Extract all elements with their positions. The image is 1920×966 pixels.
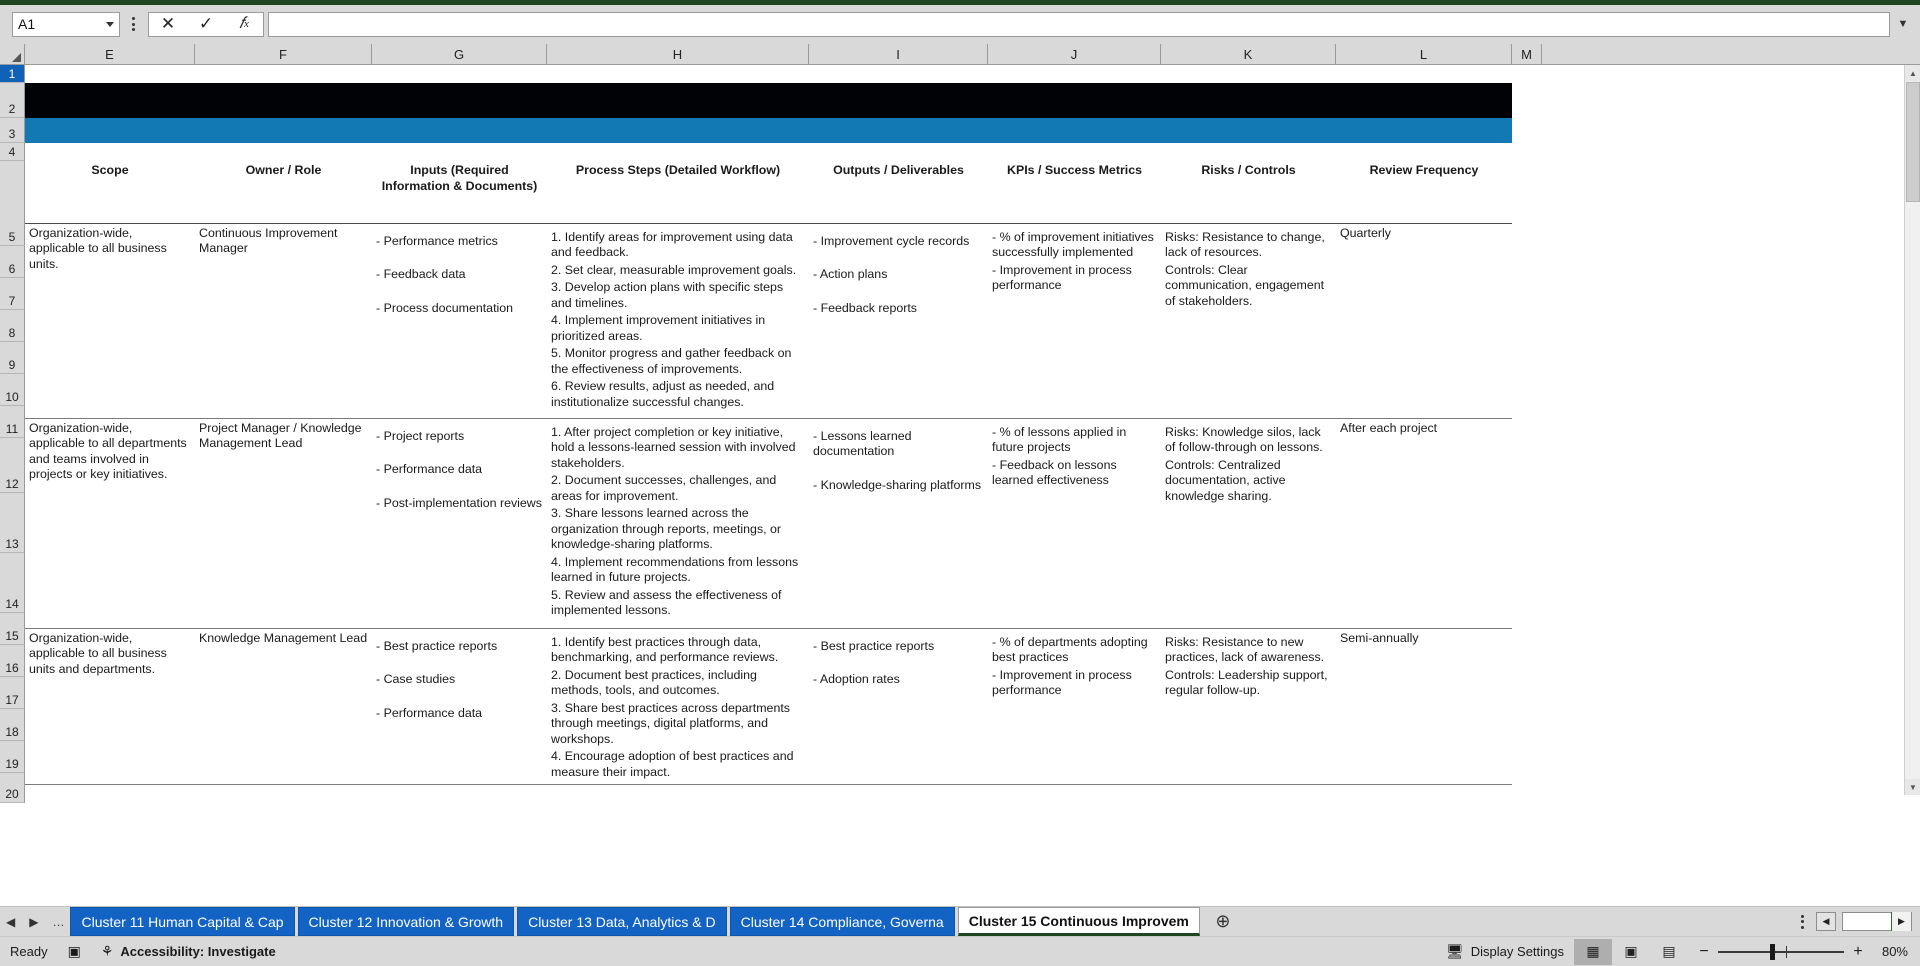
- cell-process_steps[interactable]: [547, 628, 809, 785]
- cell-inputs-item: - Feedback data: [376, 267, 466, 281]
- table-row: [25, 223, 1512, 418]
- table-row: [25, 418, 1512, 628]
- sheet-tab-2[interactable]: Cluster 12 Innovation & Growth: [298, 907, 515, 936]
- zoom-slider[interactable]: [1688, 943, 1874, 961]
- cell-kpis[interactable]: [988, 223, 1161, 418]
- cell-risks-item: Controls: Leadership support, regular follow-up.: [1165, 667, 1328, 697]
- cell-owner[interactable]: Project Manager / Knowledge Management Lead: [195, 418, 372, 628]
- cells-area[interactable]: [25, 65, 1904, 795]
- row-header-1[interactable]: 1: [0, 65, 25, 83]
- row-header-20[interactable]: 20: [0, 773, 25, 803]
- cell-owner[interactable]: Knowledge Management Lead: [195, 628, 372, 785]
- row-header-9[interactable]: 9: [0, 342, 25, 374]
- cell-process_steps-item: 2. Document successes, challenges, and areas for improvement.: [551, 473, 777, 503]
- cell-kpis[interactable]: [988, 418, 1161, 628]
- title-banner-blue: [25, 118, 1512, 143]
- cell-scope[interactable]: Organization-wide, applicable to all departments and teams involved in projects or key initiatives.: [25, 418, 195, 628]
- cell-outputs-item: - Feedback reports: [813, 300, 917, 315]
- minus-icon[interactable]: −: [1699, 942, 1709, 960]
- fx-function-icon[interactable]: 𝑓 x: [239, 15, 249, 32]
- cell-review-frequency[interactable]: After each project: [1336, 418, 1512, 628]
- display-settings-button[interactable]: [1436, 943, 1574, 960]
- title-banner-black: [25, 83, 1512, 118]
- row-header-column: [0, 65, 25, 803]
- row-header-13[interactable]: 13: [0, 493, 25, 553]
- tab-bar-right-controls: [1795, 907, 1920, 936]
- cell-scope[interactable]: Organization-wide, applicable to all business units and departments.: [25, 628, 195, 785]
- cell-inputs-item: - Performance data: [376, 705, 483, 720]
- record-macro-icon: ▣: [67, 943, 81, 959]
- cell-outputs-item: - Knowledge-sharing platforms: [813, 477, 982, 492]
- column-header-K[interactable]: K: [1161, 44, 1336, 64]
- column-header-I[interactable]: I: [809, 44, 988, 64]
- cell-inputs-item: - Post-implementation reviews: [376, 495, 542, 510]
- cancel-x-icon[interactable]: ✕: [160, 14, 176, 33]
- cell-inputs[interactable]: [372, 418, 547, 628]
- cell-risks-item: Controls: Clear communication, engagement of stakeholders.: [1165, 262, 1325, 308]
- cell-outputs[interactable]: [809, 418, 988, 628]
- zoom-track[interactable]: [1718, 951, 1844, 953]
- cell-review-frequency[interactable]: Semi-annually: [1336, 628, 1512, 785]
- accessibility-icon: ⚘: [100, 943, 114, 959]
- sheet-tab-5[interactable]: Cluster 15 Continuous Improvem: [958, 907, 1200, 936]
- row-header-10[interactable]: 10: [0, 374, 25, 406]
- column-header-J[interactable]: J: [988, 44, 1161, 64]
- triangle-left-icon[interactable]: ◀: [6, 914, 16, 929]
- ellipsis-icon[interactable]: …: [52, 914, 65, 929]
- cell-process_steps-item: 2. Set clear, measurable improvement goals.: [551, 262, 797, 277]
- zoom-level-label[interactable]: 80%: [1881, 944, 1908, 959]
- chevron-down-icon[interactable]: ▼: [1897, 18, 1909, 30]
- cell-inputs-item: - Performance metrics: [376, 233, 498, 248]
- sheet-tab-4[interactable]: Cluster 14 Compliance, Governa: [730, 907, 955, 936]
- row-header-11[interactable]: 11: [0, 406, 25, 438]
- process-table: [25, 161, 1512, 785]
- formula-input[interactable]: [268, 12, 1890, 37]
- header-outputs: Outputs / Deliverables: [809, 161, 988, 223]
- row-header-5[interactable]: 5: [0, 161, 25, 246]
- column-header-E[interactable]: E: [25, 44, 195, 64]
- cell-process_steps-item: 3. Share best practices across departments through meetings, digital platforms, and workshops.: [551, 700, 790, 746]
- cell-inputs-item: - Best practice reports: [376, 638, 498, 653]
- plus-icon[interactable]: +: [1853, 942, 1863, 960]
- cell-process_steps-item: 2. Document best practices, including methods, tools, and outcomes.: [551, 667, 757, 697]
- cell-process_steps[interactable]: [547, 223, 809, 418]
- row-header-3[interactable]: 3: [0, 118, 25, 143]
- cell-outputs-item: - Adoption rates: [813, 672, 900, 686]
- record-macro-button[interactable]: [58, 943, 91, 960]
- column-header-row: [0, 44, 1920, 65]
- sheet-tab-bar: [0, 906, 1920, 936]
- cell-kpis-item: - % of lessons applied in future projects: [992, 424, 1127, 454]
- cell-risks[interactable]: [1161, 223, 1336, 418]
- table-row: [25, 628, 1512, 785]
- row-header-12[interactable]: 12: [0, 438, 25, 493]
- cell-outputs[interactable]: [809, 223, 988, 418]
- cell-outputs-item: - Improvement cycle records: [813, 233, 970, 248]
- page-layout-icon: ▣: [1624, 943, 1638, 959]
- formula-action-group: [148, 12, 264, 37]
- sheet-body: [0, 65, 1920, 803]
- row-header-16[interactable]: 16: [0, 645, 25, 677]
- chevron-down-icon[interactable]: [106, 22, 114, 27]
- scroll-up-icon[interactable]: ▲: [1905, 65, 1920, 81]
- cell-kpis-item: - Improvement in process performance: [992, 262, 1132, 292]
- header-inputs: Inputs (Required Information & Documents): [372, 161, 547, 223]
- table-body: [25, 223, 1512, 785]
- cell-risks-item: Controls: Centralized documentation, active knowledge sharing.: [1165, 457, 1286, 503]
- formula-bar: [0, 5, 1920, 44]
- hscroll-right-button[interactable]: ▶: [1891, 912, 1911, 931]
- cell-risks-item: Risks: Knowledge silos, lack of follow-through on lessons.: [1165, 424, 1323, 454]
- cell-risks[interactable]: [1161, 628, 1336, 785]
- cell-inputs-item: - Case studies: [376, 672, 456, 686]
- hscroll-left-button[interactable]: ◀: [1816, 912, 1836, 931]
- row-header-14[interactable]: 14: [0, 553, 25, 613]
- vertical-scroll-thumb[interactable]: [1906, 82, 1920, 202]
- zoom-thumb[interactable]: [1770, 944, 1775, 960]
- cell-process_steps[interactable]: [547, 418, 809, 628]
- cell-outputs-item: - Lessons learned documentation: [813, 428, 912, 458]
- row-header-6[interactable]: 6: [0, 246, 25, 278]
- select-all-triangle-icon: [12, 53, 21, 62]
- row-header-17[interactable]: 17: [0, 677, 25, 709]
- cell-outputs-item: - Best practice reports: [813, 638, 935, 653]
- cell-kpis[interactable]: [988, 628, 1161, 785]
- scroll-down-icon[interactable]: ▼: [1905, 779, 1920, 795]
- header-review-frequency: Review Frequency: [1336, 161, 1512, 223]
- column-header-H[interactable]: H: [547, 44, 809, 64]
- row-header-8[interactable]: 8: [0, 310, 25, 342]
- cell-outputs[interactable]: [809, 628, 988, 785]
- kebab-menu-icon[interactable]: [120, 12, 146, 37]
- sheet-tab-1[interactable]: Cluster 11 Human Capital & Cap: [70, 907, 294, 936]
- row-header-15[interactable]: 15: [0, 613, 25, 645]
- page-break-icon: ▤: [1662, 943, 1676, 959]
- cell-process_steps-item: 1. After project completion or key initiative, hold a lessons-learned session with involved stakeholders.: [551, 424, 796, 470]
- column-header-F[interactable]: F: [195, 44, 372, 64]
- cell-kpis-item: - Improvement in process performance: [992, 667, 1132, 697]
- column-header-L[interactable]: L: [1336, 44, 1512, 64]
- status-state: [0, 944, 58, 959]
- cell-risks-item: Risks: Resistance to change, lack of resources.: [1165, 229, 1325, 259]
- select-all-corner[interactable]: [0, 44, 25, 64]
- cell-process_steps-item: 4. Encourage adoption of best practices and measure their impact.: [551, 749, 794, 779]
- row-header-2[interactable]: 2: [0, 83, 25, 118]
- checkmark-icon[interactable]: ✓: [198, 14, 214, 33]
- header-process-steps: Process Steps (Detailed Workflow): [547, 161, 809, 223]
- grid-icon: ▦: [1586, 943, 1600, 959]
- cell-process_steps-item: 6. Review results, adjust as needed, and institutionalize successful changes.: [551, 379, 775, 409]
- plus-circle-icon[interactable]: ⊕: [1215, 911, 1231, 931]
- cell-kpis-item: - % of improvement initiatives successfully implemented: [992, 229, 1154, 259]
- triangle-right-icon[interactable]: ▶: [29, 914, 39, 929]
- cell-outputs-item: - Action plans: [813, 267, 888, 281]
- column-header-G[interactable]: G: [372, 44, 547, 64]
- accessibility-label: Accessibility: Investigate: [120, 944, 276, 959]
- display-settings-icon: 🖥: [1446, 943, 1464, 959]
- name-box[interactable]: [12, 12, 120, 37]
- cell-kpis-item: - Feedback on lessons learned effectiveness: [992, 457, 1117, 487]
- kebab-menu-icon[interactable]: [1795, 915, 1810, 929]
- cell-process_steps-item: 4. Implement improvement initiatives in prioritized areas.: [551, 313, 766, 343]
- page-break-view-button[interactable]: [1650, 939, 1688, 965]
- sheet-tab-3[interactable]: Cluster 13 Data, Analytics & D: [517, 907, 727, 936]
- cell-inputs[interactable]: [372, 628, 547, 785]
- cell-process_steps-item: 5. Review and assess the effectiveness of implemented lessons.: [551, 587, 782, 617]
- cell-process_steps-item: 5. Monitor progress and gather feedback on the effectiveness of improvements.: [551, 346, 792, 376]
- accessibility-status[interactable]: [91, 943, 286, 960]
- row-header-18[interactable]: 18: [0, 709, 25, 741]
- status-state-label: Ready: [10, 944, 48, 959]
- cell-process_steps-item: 1. Identify areas for improvement using data and feedback.: [551, 229, 793, 259]
- status-bar: [0, 936, 1920, 966]
- cell-inputs[interactable]: [372, 223, 547, 418]
- vertical-scrollbar[interactable]: [1904, 65, 1920, 795]
- horizontal-scrollbar[interactable]: [1842, 912, 1912, 931]
- name-box-value: A1: [18, 16, 36, 32]
- cell-process_steps-item: 3. Develop action plans with specific steps and timelines.: [551, 280, 784, 310]
- header-scope: Scope: [25, 161, 195, 223]
- cell-kpis-item: - % of departments adopting best practices: [992, 634, 1148, 664]
- column-header-M[interactable]: M: [1512, 44, 1542, 64]
- sheet-nav-controls: [0, 907, 70, 936]
- header-kpis: KPIs / Success Metrics: [988, 161, 1161, 223]
- cell-owner[interactable]: Continuous Improvement Manager: [195, 223, 372, 418]
- normal-view-button[interactable]: [1574, 939, 1612, 965]
- row-header-19[interactable]: 19: [0, 741, 25, 773]
- zoom-midpoint-tick: [1786, 946, 1787, 958]
- page-layout-view-button[interactable]: [1612, 939, 1650, 965]
- cell-process_steps-item: 1. Identify best practices through data, benchmarking, and performance reviews.: [551, 634, 779, 664]
- row-header-4[interactable]: 4: [0, 143, 25, 161]
- cell-inputs-item: - Performance data: [376, 462, 483, 476]
- row-header-7[interactable]: 7: [0, 278, 25, 310]
- cell-inputs-item: - Process documentation: [376, 300, 514, 315]
- display-settings-label: Display Settings: [1470, 944, 1564, 959]
- cell-review-frequency[interactable]: Quarterly: [1336, 223, 1512, 418]
- cell-inputs-item: - Project reports: [376, 428, 465, 443]
- table-header-row: [25, 161, 1512, 223]
- cell-risks-item: Risks: Resistance to new practices, lack of awareness.: [1165, 634, 1325, 664]
- cell-risks[interactable]: [1161, 418, 1336, 628]
- header-risks: Risks / Controls: [1161, 161, 1336, 223]
- cell-process_steps-item: 3. Share lessons learned across the organization through reports, meetings, or knowledge-sharing platforms.: [551, 506, 782, 551]
- cell-scope[interactable]: Organization-wide, applicable to all business units.: [25, 223, 195, 418]
- cell-process_steps-item: 4. Implement recommendations from lessons learned in future projects.: [551, 554, 799, 584]
- header-owner-role: Owner / Role: [195, 161, 372, 223]
